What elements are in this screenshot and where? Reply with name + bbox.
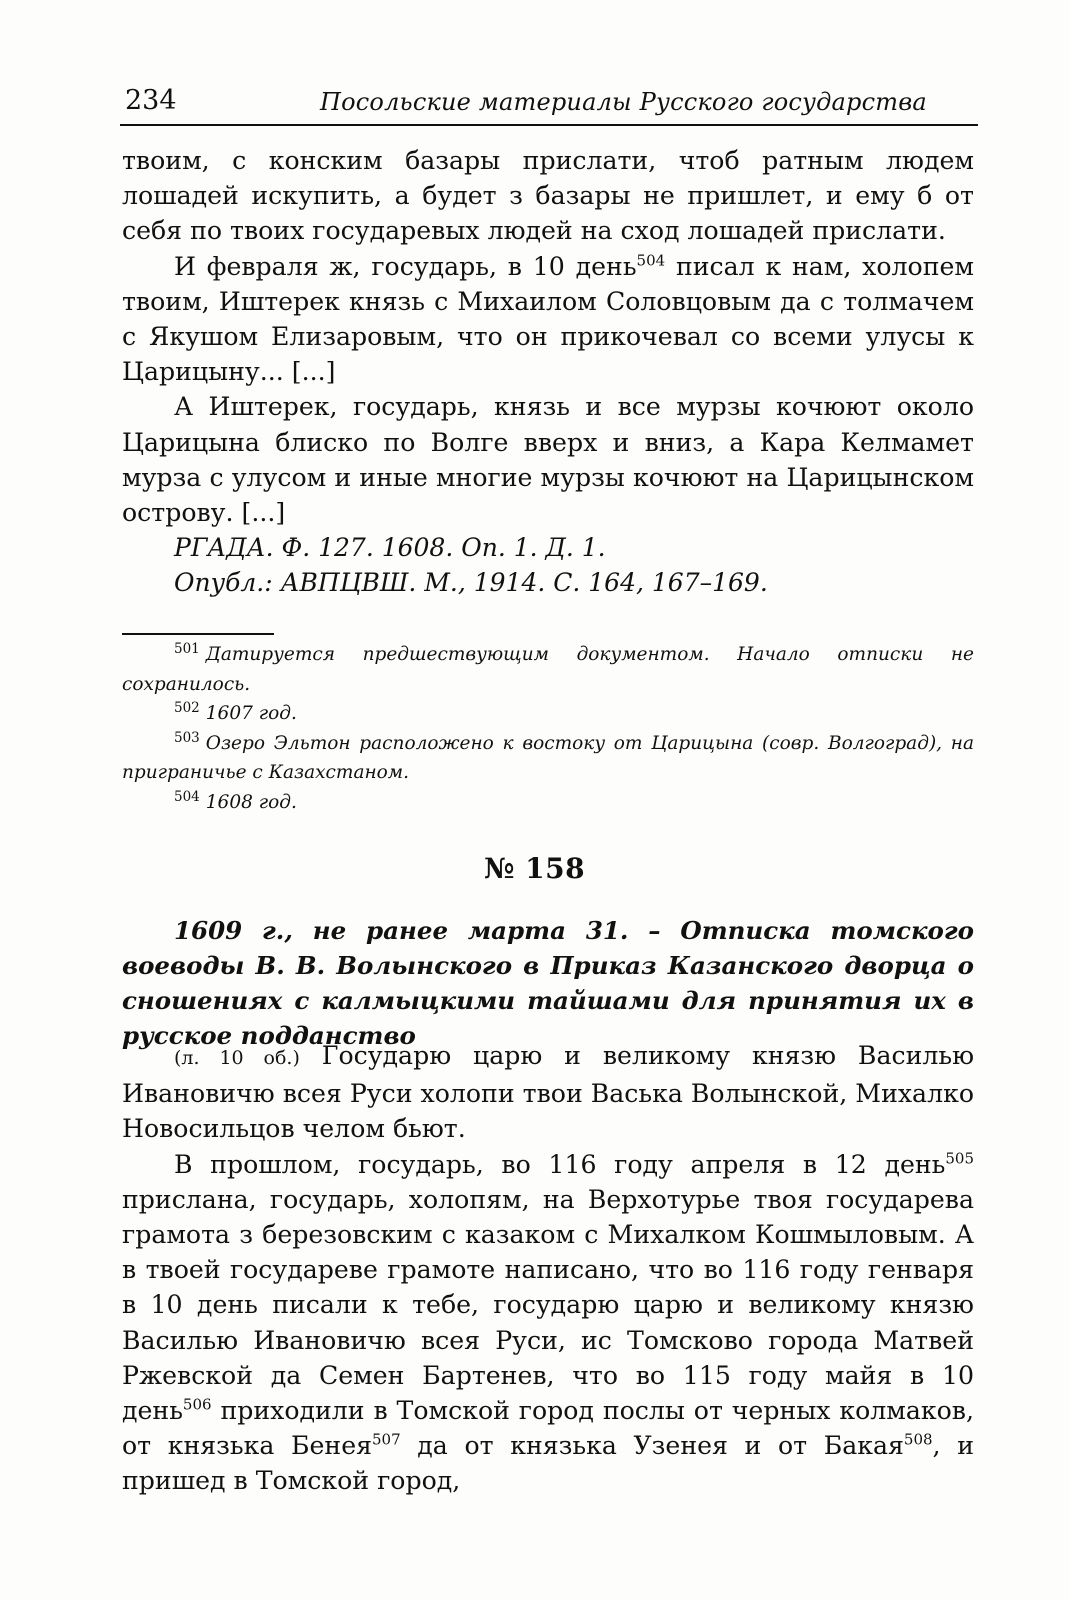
footnote: $^{502}$ 1607 год. (174, 700, 297, 724)
paragraph: (л. 10 об.) Государю царю и великому князю Василью Ивановичю всея Руси холопи твои Васька Волынской, Михалко Новосильцов челом бьют. (122, 1041, 974, 1144)
footnotes (122, 640, 974, 817)
page-number: 234 (125, 85, 177, 116)
paragraph: А Иштерек, государь, князь и все мурзы кочюют около Царицына блиско по Волге вверх и вниз, а Кара Келмамет мурза с улусом и иные многие мурзы кочюют на Царицынском острову. [...] (122, 392, 974, 528)
footnote: $^{504}$ 1608 год. (174, 788, 297, 813)
document-heading: 1609 г., не ранее марта 31. – Отписка томского воеводы В. В. Волынского в Приказ Казанского дворца о сношениях с калмыцкими тайшами для принятия их в русское подданство (122, 916, 974, 1050)
document-number: № 158 (483, 852, 586, 885)
archive-reference: РГАДА. Ф. 127. 1608. Оп. 1. Д. 1. (174, 533, 606, 563)
footnote: $^{501}$ Датируется предшествующим документом. Начало отписки не сохранилось. (122, 641, 974, 695)
paragraph: В прошлом, государь, во 116 году апреля в 12 день$^{505}$ прислана, государь, холопям, на Верхотурье твоя государева грамота з березовским с казаком с Михалком Кошмыловым. А в твоей государеве грамоте написано, что во 116 году генваря в 10 день писали к тебе, государю царю и великому князю Василью Ивановичю всея Руси, ис Томсково города Матвей Ржевской да Семен Бартенев, что во 115 году майя в 10 день$^{506}$ приходили в Томской город послы от черных колмаков, от князька Бенея$^{507}$ да от князька Узенея и от Бакая$^{508}$, и пришед в Томской город, (122, 1148, 974, 1496)
footnote-ref: 505 (945, 1148, 974, 1167)
footnote-ref: 506 (182, 1395, 212, 1414)
header-rule (120, 124, 978, 126)
folio-mark: (л. 10 об.) (174, 1047, 300, 1069)
paragraph: твоим, с конским базары прислати, чтоб ратным людем лошадей искупить, а будет з базары не пришлет, и ему б от себя по твоих государевых людей на сход лошадей прислати. (122, 146, 974, 246)
publication-reference: Опубл.: АВПЦВШ. М., 1914. С. 164, 167–169. (174, 568, 768, 598)
footnote-ref: 504 (636, 250, 666, 269)
footnote-ref: 508 (903, 1430, 933, 1449)
paragraph: И февраля ж, государь, в 10 день$^{504}$ писал к нам, холопем твоим, Иштерек князь с Михаилом Соловцовым да с толмачем с Якушом Елизаровым, что он прикочевал со всеми улусы к Царицыну... [...] (122, 250, 975, 387)
document-text-top (122, 143, 974, 600)
running-title: Посольские материалы Русского государства (320, 88, 927, 116)
footnote-ref: 507 (372, 1430, 401, 1449)
footnote: $^{503}$ Озеро Эльтон расположено к востоку от Царицына (совр. Волгоград), на приграничье с Казахстаном. (122, 729, 974, 783)
footnote-rule (122, 633, 274, 635)
document-text-bottom (122, 1038, 974, 1499)
running-head (120, 83, 978, 125)
